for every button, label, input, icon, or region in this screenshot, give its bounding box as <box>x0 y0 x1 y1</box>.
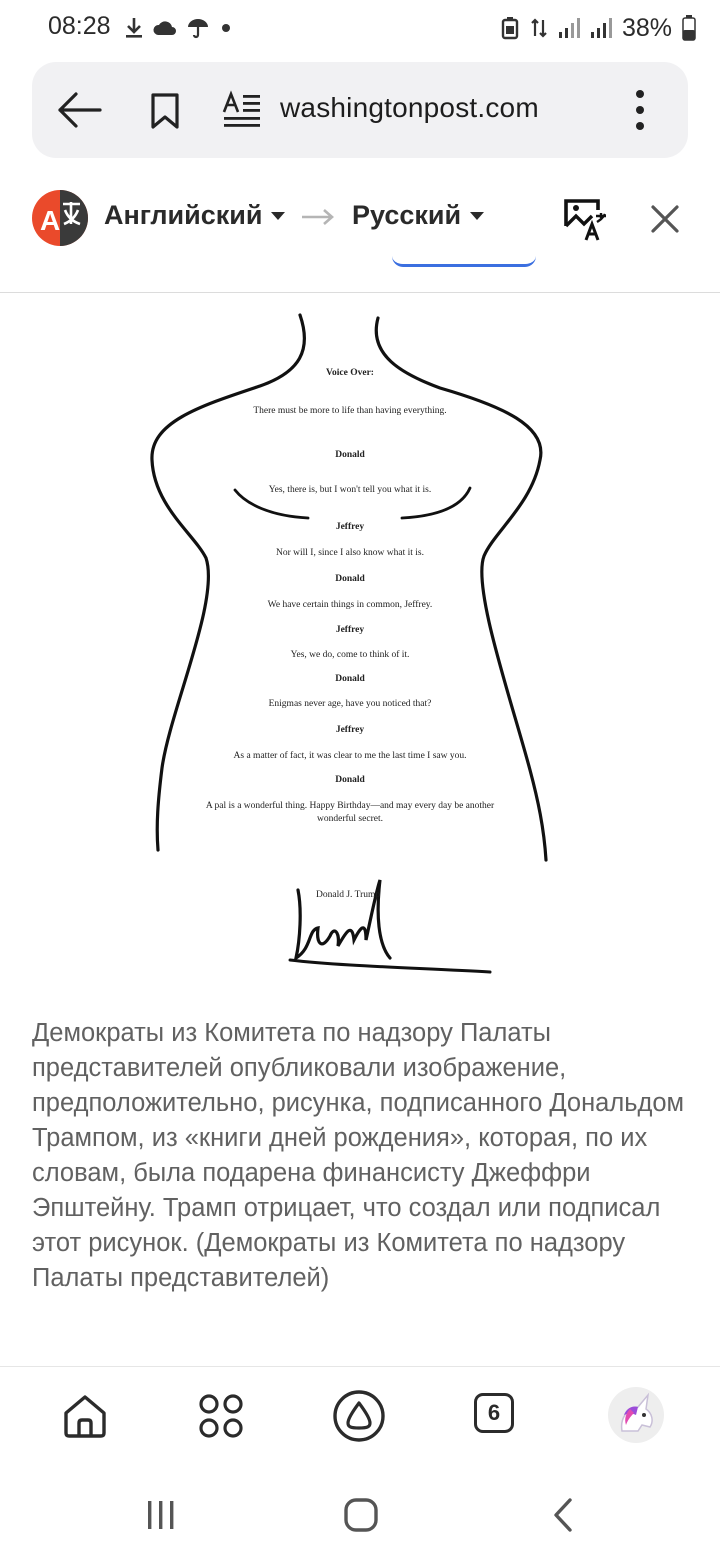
system-navigation-bar <box>0 1470 720 1560</box>
home-button-icon[interactable] <box>342 1496 380 1534</box>
battery-saver-icon <box>500 16 520 40</box>
article-image <box>140 310 560 980</box>
translate-image-icon[interactable] <box>562 196 608 242</box>
source-language-label: Английский <box>104 200 263 230</box>
profile-avatar[interactable] <box>608 1387 664 1443</box>
recent-apps-icon[interactable] <box>144 1498 178 1532</box>
poem-speaker: Donald <box>335 450 365 460</box>
poem-line: We have certain things in common, Jeffrey. <box>267 600 433 610</box>
browser-bottom-nav <box>0 1366 720 1471</box>
target-language-dropdown[interactable] <box>352 200 485 231</box>
poem-speaker: Donald <box>335 674 365 684</box>
status-time: 08:28 <box>48 12 111 40</box>
image-caption: Демократы из Комитета по надзору Палаты представителей опубликовали изображение, предположительно, рисунка, подписанного Дональдом Трампом, из «книги дней рождения», которая, по их словам, была подарена финансисту Джеффри Эпштейну. Трамп отрицает, что создал или подписал этот рисунок. (Демократы из Комитета по надзору Палаты представителей) <box>32 1019 685 1292</box>
caret-down-icon <box>469 211 485 221</box>
dot-icon <box>218 20 234 36</box>
battery-percent: 38% <box>621 13 672 42</box>
status-system-icons <box>500 12 696 44</box>
back-arrow-icon[interactable] <box>56 90 102 130</box>
url-text[interactable]: washingtonpost.com <box>280 92 539 123</box>
data-arrows-icon <box>530 16 548 40</box>
signature-printed-name: Donald J. Trump <box>316 890 381 900</box>
unicorn-icon <box>608 1387 664 1443</box>
caret-down-icon <box>270 211 286 221</box>
source-language-dropdown[interactable] <box>104 200 286 231</box>
tab-count: 6 <box>487 1400 501 1425</box>
page-element-peek <box>392 256 536 267</box>
translate-icon[interactable] <box>32 190 88 246</box>
signal-icon-1 <box>558 16 580 40</box>
status-bar <box>0 0 720 58</box>
reader-mode-icon[interactable] <box>222 90 262 128</box>
poem-speaker: Donald <box>335 574 365 584</box>
download-icon <box>124 16 144 40</box>
arrow-right-icon <box>300 208 336 226</box>
poem-line: Yes, we do, come to think of it. <box>290 650 410 660</box>
umbrella-icon <box>186 16 210 40</box>
services-grid-icon[interactable] <box>198 1393 244 1439</box>
poem-line: A pal is a wonderful thing. Happy Birthday—and may every day be another <box>205 801 495 811</box>
tabs-button[interactable] <box>474 1393 514 1433</box>
poem-heading: Voice Over: <box>326 368 374 378</box>
status-notification-icons <box>124 14 234 42</box>
battery-icon <box>682 15 696 41</box>
poem-line: Enigmas never age, have you noticed that? <box>268 699 432 709</box>
poem-speaker: Jeffrey <box>335 725 365 735</box>
poem-line: Nor will I, since I also know what it is. <box>275 548 425 558</box>
svg-text:A: A <box>40 205 61 236</box>
home-icon[interactable] <box>62 1393 108 1439</box>
translate-bar <box>0 176 720 260</box>
poem-speaker: Jeffrey <box>335 625 365 635</box>
poem-speaker: Jeffrey <box>335 522 365 532</box>
close-icon[interactable] <box>650 204 680 234</box>
divider <box>0 292 720 293</box>
poem-line: wonderful secret. <box>317 814 383 824</box>
bookmark-icon[interactable] <box>150 92 180 130</box>
poem-line: As a matter of fact, it was clear to me the last time I saw you. <box>233 751 467 761</box>
back-button-icon[interactable] <box>548 1496 578 1534</box>
target-language-label: Русский <box>352 200 462 230</box>
address-bar[interactable] <box>32 62 688 158</box>
alice-assistant-icon[interactable] <box>332 1389 386 1443</box>
cloud-icon <box>152 18 178 38</box>
poem-speaker: Donald <box>335 775 365 785</box>
poem-line: There must be more to life than having everything. <box>253 406 447 416</box>
more-options-icon[interactable] <box>632 88 648 132</box>
poem-line: Yes, there is, but I won't tell you what it is. <box>268 485 432 495</box>
signal-icon-2 <box>590 16 612 40</box>
